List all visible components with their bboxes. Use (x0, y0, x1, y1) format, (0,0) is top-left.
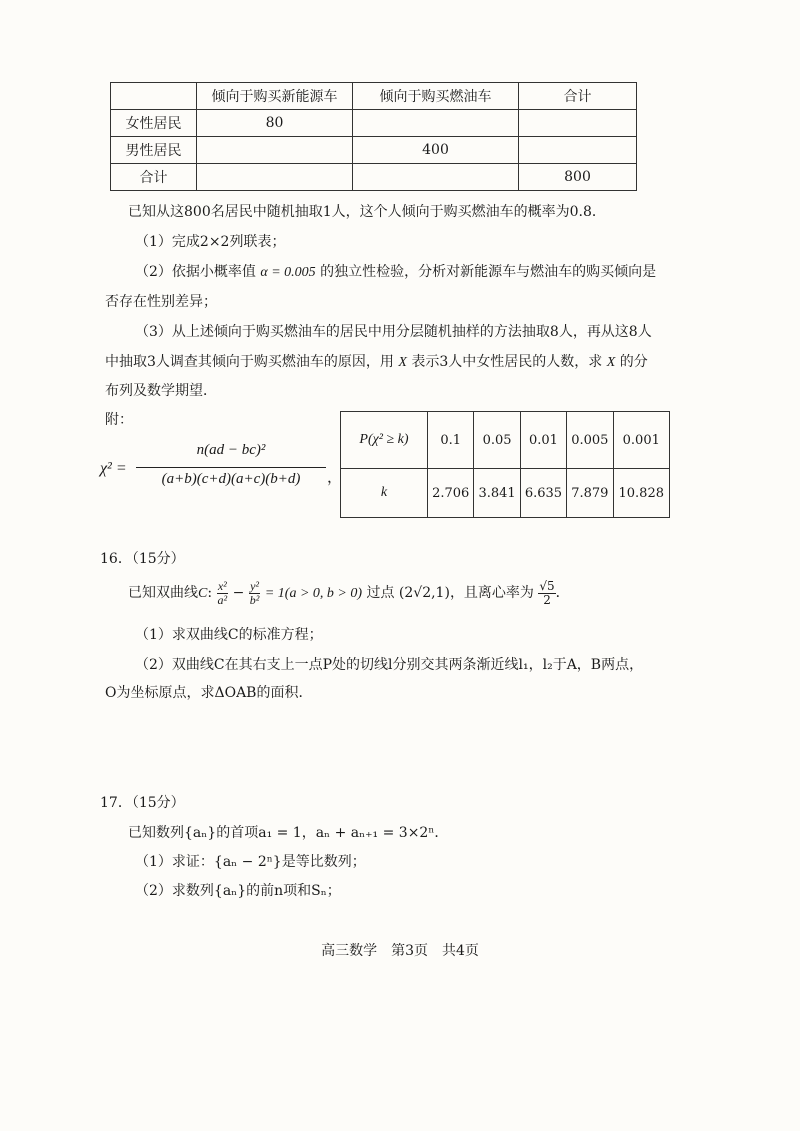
q15-part3-text-b: 中抽取3人调查其倾向于购买燃油车的原因，用 (105, 354, 394, 370)
table-cell: k (341, 469, 428, 518)
q16-part2-cont: O为坐标原点，求ΔOAB的面积． (105, 685, 313, 701)
table-cell (111, 83, 197, 110)
q16-heading: 16．（15分） (100, 551, 185, 567)
table-row (111, 164, 637, 191)
q15-alpha: α = 0.005 (260, 265, 316, 280)
table-row (341, 412, 670, 469)
q15-var-x: X (606, 355, 616, 370)
q15-part1: （1）完成2×2列联表； (135, 234, 286, 250)
q15-part3: （3）从上述倾向于购买燃油车的居民中用分层随机抽样的方法抽取8人，再从这8人 (135, 324, 652, 340)
table-row (111, 110, 637, 137)
q16-stem: 已知双曲线C: $\frac{\text{x²}}{\text{a²}}$ − $\frac{\text{y²}}{\text{b²}}$ = 1(a > 0, b > 0) 过点 (2√2,1)，且离心率为 $\frac{√5}{2}$ ． (128, 578, 570, 607)
chi-square-formula (100, 438, 343, 508)
table-cell: 0.005 (567, 412, 613, 469)
q15-part2-text-b: 的独立性检验，分析对新能源车与燃油车的购买倾向是 (320, 264, 657, 280)
frac-eccentricity (538, 580, 555, 607)
table-cell: 倾向于购买燃油车 (353, 83, 519, 110)
table-cell (519, 110, 637, 137)
q15-part3-text-d: 的分 (619, 354, 648, 370)
q15-part3-text-c: 表示3人中女性居民的人数，求 (411, 354, 603, 370)
table-cell: 男性居民 (111, 137, 197, 164)
table-cell (353, 110, 519, 137)
table-cell: 0.05 (474, 412, 520, 469)
fraction-bar (136, 467, 326, 468)
frac-den: b² (249, 592, 260, 607)
table-cell (353, 164, 519, 191)
q15-part3-end: 布列及数学期望． (105, 383, 217, 399)
frac-num: x² (217, 578, 227, 593)
table-cell: 3.841 (474, 469, 520, 518)
q15-part2 (135, 262, 656, 283)
frac-den: 2 (543, 592, 551, 607)
table-cell: 倾向于购买新能源车 (197, 83, 353, 110)
table-header-row (111, 83, 637, 110)
formula-tail: ， (327, 468, 343, 486)
q17-part1: （1）求证：{aₙ − 2ⁿ}是等比数列； (135, 854, 366, 870)
table-cell: 女性居民 (111, 110, 197, 137)
table-cell: 0.01 (520, 412, 566, 469)
q16-part2: （2）双曲线C在其右支上一点P处的切线l分别交其两条渐近线l₁，l₂于A，B两点， (135, 657, 644, 673)
table-cell (197, 164, 353, 191)
contingency-table (110, 82, 637, 191)
table-cell: 0.1 (428, 412, 474, 469)
q16-part1: （1）求双曲线C的标准方程； (135, 627, 323, 643)
table-row (341, 469, 670, 518)
table-cell (197, 137, 353, 164)
table-cell: P(χ² ≥ k) (341, 412, 428, 469)
table-cell: 6.635 (520, 469, 566, 518)
table-row (111, 137, 637, 164)
q16-point: (2√2,1) (398, 585, 450, 601)
q16-stem-text-b: 过点 (366, 585, 395, 601)
frac-den: a² (217, 592, 228, 607)
q16-end: ． (555, 585, 570, 601)
table-cell: 2.706 (428, 469, 474, 518)
q15-part2-cont: 否存在性别差异； (105, 294, 217, 310)
chi-square-table (340, 411, 670, 518)
q15-part3-cont (105, 352, 648, 373)
formula-denominator: (a+b)(c+d)(a+c)(b+d) (161, 471, 301, 487)
table-cell: 800 (519, 164, 637, 191)
q17-heading: 17．（15分） (100, 795, 185, 811)
frac-num: y² (250, 578, 260, 593)
table-cell: 7.879 (567, 469, 613, 518)
q16-stem-text-a: 已知双曲线 (128, 585, 198, 601)
table-cell (519, 137, 637, 164)
frac-y (249, 580, 261, 607)
q17-stem: 已知数列{aₙ}的首项a₁ = 1，aₙ + aₙ₊₁ = 3×2ⁿ． (128, 825, 449, 841)
frac-num: √5 (539, 578, 555, 593)
q15-var-x: X (398, 355, 407, 370)
frac-x (217, 580, 229, 607)
table-cell: 80 (197, 110, 353, 137)
table-cell: 合计 (111, 164, 197, 191)
q15-part2-text-a: （2）依据小概率值 (135, 264, 256, 280)
table-cell: 0.001 (613, 412, 670, 469)
formula-lhs: χ² = (100, 460, 127, 477)
q16-eq-rest: = 1(a > 0, b > 0) (264, 586, 362, 601)
q16-stem-text-d: ，且离心率为 (449, 585, 534, 601)
q16-var-c: C (198, 586, 208, 601)
page-footer: 高三数学 第3页 共4页 (321, 943, 479, 959)
table-cell: 10.828 (613, 469, 670, 518)
q15-intro: 已知从这800名居民中随机抽取1人，这个人倾向于购买燃油车的概率为0.8． (128, 204, 606, 220)
table-cell: 合计 (519, 83, 637, 110)
formula-numerator: n(ad − bc)² (196, 442, 266, 458)
appendix-label: 附： (105, 412, 133, 428)
q17-part2: （2）求数列{aₙ}的前n项和Sₙ； (135, 883, 341, 899)
table-cell: 400 (353, 137, 519, 164)
